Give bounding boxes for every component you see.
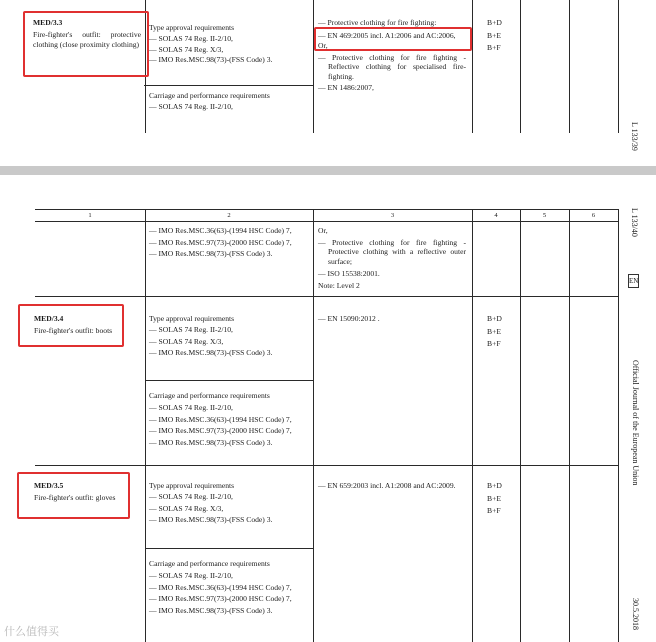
continued-carriage-list: — IMO Res.MSC.36(63)-(1994 HSC Code) 7, — IMO Res.MSC.97(73)-(2000 HSC Code) 7, — IMO Res.MSC.98(73)-(FSS Code) 3. [149, 226, 292, 259]
carriage-list: — SOLAS 74 Reg. II-2/10, [149, 102, 233, 111]
type-approval-heading: Type approval requirements [149, 481, 235, 490]
continued-standards-list: Or, — Protective clothing for fire fighting - Protective clothing with a reflective outer surface; — ISO 15538:2001. Note: Level 2 [318, 226, 466, 290]
modules-3-4: B+D B+E B+F [487, 314, 502, 349]
page-ref-bottom: L 133/40 [630, 208, 639, 237]
modules-3-5: B+D B+E B+F [487, 481, 502, 516]
carriage-heading: Carriage and performance requirements [149, 391, 270, 400]
standards-list-3-5: — EN 659:2003 incl. A1:2008 and AC:2009. [318, 481, 456, 490]
highlight-item-3-4 [18, 304, 124, 347]
carriage-list: — SOLAS 74 Reg. II-2/10, — IMO Res.MSC.36(63)-(1994 HSC Code) 7, — IMO Res.MSC.97(73)-(2000 HSC Code) 7, — IMO Res.MSC.98(73)-(FSS Code) 3. [149, 571, 292, 615]
language-marker: EN [628, 274, 639, 288]
type-approval-heading: Type approval requirements [149, 314, 235, 323]
journal-title: Official Journal of the European Union [631, 360, 640, 486]
carriage-heading: Carriage and performance requirements [149, 559, 270, 568]
item-title-3-5: Fire-fighter's outfit: gloves [34, 493, 116, 502]
page-ref-top: L 133/39 [630, 122, 639, 151]
col-number-6: 6 [591, 212, 596, 219]
highlight-item-3-5 [17, 472, 130, 519]
standards-list-3-3: — Protective clothing for fire fighting: — EN 469:2005 incl. A1:2006 and AC:2006, Or, — Protective clothing for fire fighting - Reflective clothing for specialised fire-fighting. — EN 1486:2007, [318, 18, 466, 92]
col-number-5: 5 [542, 212, 547, 219]
type-approval-list: — SOLAS 74 Reg. II-2/10, — SOLAS 74 Reg. X/3, — IMO Res.MSC.98(73)-(FSS Code) 3. [149, 34, 273, 65]
carriage-heading: Carriage and performance requirements [149, 91, 270, 100]
col-number-2: 2 [227, 212, 231, 219]
item-code-3-3: MED/3.3 [33, 18, 63, 27]
standards-list-3-4: — EN 15090:2012 . [318, 314, 380, 323]
col-number-4: 4 [494, 212, 498, 219]
item-title-3-3: Fire-fighter's outfit: protective clothing (close proximity clothing) [33, 30, 141, 49]
publication-date: 30.5.2018 [631, 598, 640, 630]
carriage-list: — SOLAS 74 Reg. II-2/10, — IMO Res.MSC.36(63)-(1994 HSC Code) 7, — IMO Res.MSC.97(73)-(2000 HSC Code) 7, — IMO Res.MSC.98(73)-(FSS Code) 3. [149, 403, 292, 447]
watermark: 什么值得买 [4, 625, 59, 638]
type-approval-list: — SOLAS 74 Reg. II-2/10, — SOLAS 74 Reg. X/3, — IMO Res.MSC.98(73)-(FSS Code) 3. [149, 325, 273, 358]
modules-3-3: B+D B+E B+F [487, 18, 502, 53]
item-code-3-5: MED/3.5 [34, 481, 64, 490]
item-code-3-4: MED/3.4 [34, 314, 64, 323]
col-number-3: 3 [390, 212, 395, 219]
highlight-item-3-3 [23, 11, 149, 77]
type-approval-heading: Type approval requirements [149, 23, 235, 32]
type-approval-list: — SOLAS 74 Reg. II-2/10, — SOLAS 74 Reg. X/3, — IMO Res.MSC.98(73)-(FSS Code) 3. [149, 492, 273, 525]
item-title-3-4: Fire-fighter's outfit: boots [34, 326, 113, 335]
highlight-en469 [314, 27, 472, 51]
page-separator [0, 166, 656, 175]
col-number-1: 1 [88, 212, 92, 219]
